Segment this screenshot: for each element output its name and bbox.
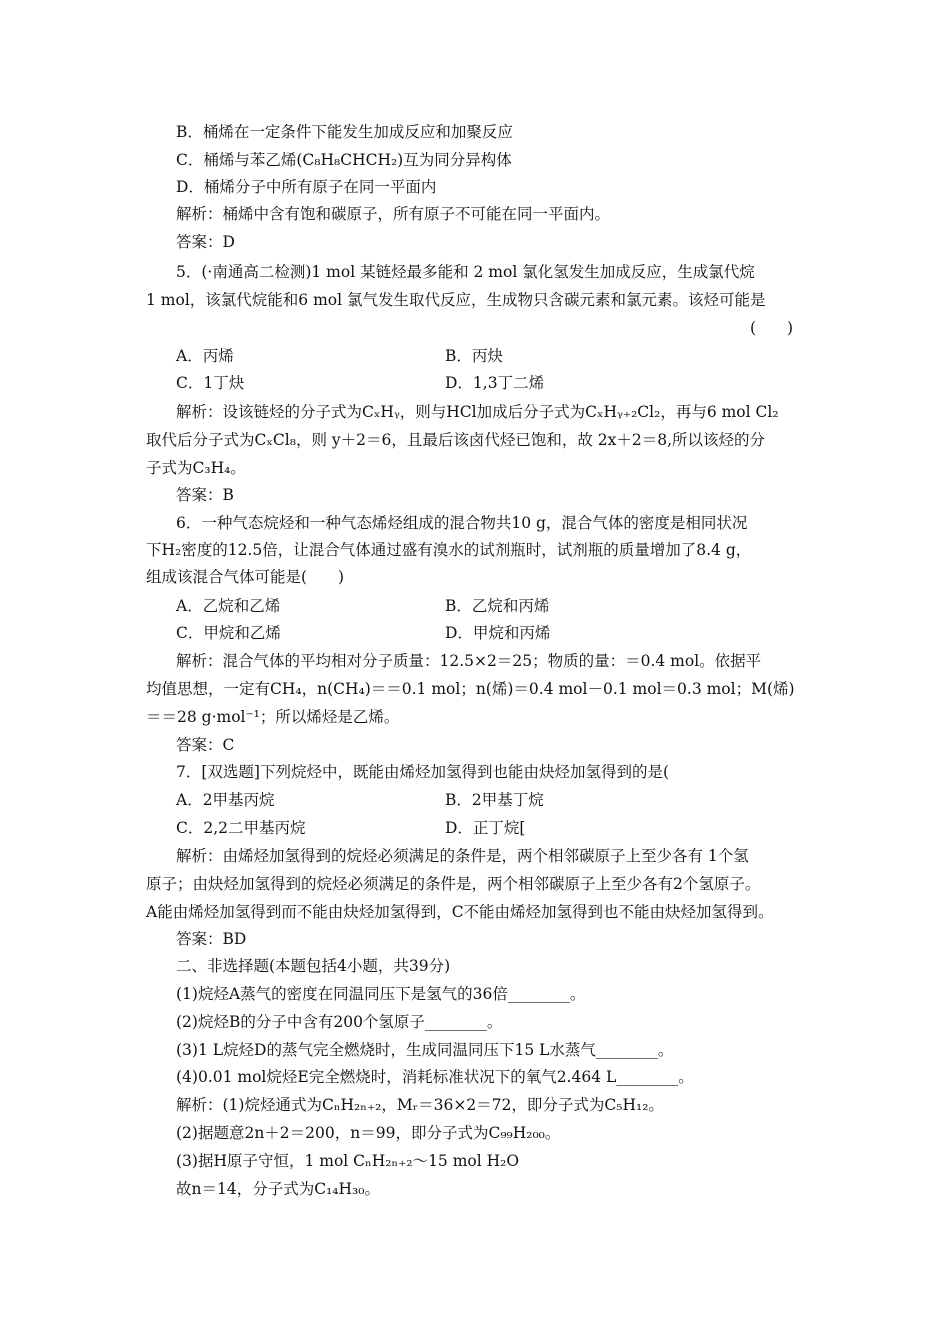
q5-answer-paren: ( ) [750,319,794,337]
q7-option-a: A．2甲基丙烷 [176,791,275,809]
section-heading: 二、非选择题(本题包括4小题，共39分) [176,957,451,975]
q6-analysis-line2: 均值思想，一定有CH₄，n(CH₄)＝＝0.1 mol；n(烯)＝0.4 mol－0.1 mol＝0.3 mol；M(烯) [146,680,795,698]
q7-option-d: D．正丁烷[ [445,819,526,837]
q5-option-a: A．丙烯 [176,347,234,365]
q5-stem-line1: 5．(·南通高二检测)1 mol 某链烃最多能和 2 mol 氯化氢发生加成反应，生成氯代烷 [176,263,755,281]
q4-answer: 答案：D [176,233,235,251]
q4-option-d: D．桶烯分子中所有原子在同一平面内 [176,178,437,196]
q7-analysis-line2: 原子；由炔烃加氢得到的烷烃必须满足的条件是，两个相邻碳原子上至少各有2个氢原子。 [146,875,761,893]
q4-option-c: C．桶烯与苯乙烯(C₈H₈CHCH₂)互为同分异构体 [176,151,512,169]
sub-analysis-4: 故n＝14，分子式为C₁₄H₃₀。 [176,1180,380,1198]
q5-option-d: D．1,3丁二烯 [445,374,545,392]
sub-analysis-1: 解析：(1)烷烃通式为CₙH₂ₙ₊₂，Mᵣ＝36×2＝72，即分子式为C₅H₁₂。 [176,1096,664,1114]
q5-analysis-line2: 取代后分子式为CₓCl₈，则 y＋2＝6，且最后该卤代烃已饱和，故 2x＋2＝8,所以该烃的分 [146,431,766,449]
q6-answer: 答案：C [176,736,235,754]
q6-analysis-line3: ＝＝28 g·mol⁻¹；所以烯烃是乙烯。 [146,708,400,726]
q7-answer: 答案：BD [176,930,247,948]
q5-analysis-line3: 子式为C₃H₄。 [146,459,246,477]
q6-option-d: D．甲烷和丙烯 [445,624,551,642]
q6-option-a: A．乙烷和乙烯 [176,597,281,615]
q5-answer: 答案：B [176,486,234,504]
q7-option-c: C．2,2二甲基丙烷 [176,819,306,837]
q5-stem-line2: 1 mol，该氯代烷能和6 mol 氯气发生取代反应，生成物只含碳元素和氯元素。该烃可能是 [146,291,766,309]
q4-analysis: 解析：桶烯中含有饱和碳原子，所有原子不可能在同一平面内。 [176,205,611,223]
q6-option-c: C．甲烷和乙烯 [176,624,281,642]
q6-stem-line3: 组成该混合气体可能是( ) [146,568,345,586]
sub-question-4: (4)0.01 mol烷烃E完全燃烧时，消耗标准状况下的氧气2.464 L________。 [176,1068,694,1086]
sub-analysis-2: (2)据题意2n＋2＝200，n＝99，即分子式为C₉₉H₂₀₀。 [176,1124,561,1142]
q7-option-b: B．2甲基丁烷 [445,791,544,809]
q6-stem-line1: 6．一种气态烷烃和一种气态烯烃组成的混合物共10 g，混合气体的密度是相同状况 [176,514,748,532]
sub-question-1: (1)烷烃A蒸气的密度在同温同压下是氢气的36倍________。 [176,985,586,1003]
q6-analysis-line1: 解析：混合气体的平均相对分子质量：12.5×2＝25；物质的量：＝0.4 mol。依据平 [176,652,762,670]
q7-analysis-line1: 解析：由烯烃加氢得到的烷烃必须满足的条件是，两个相邻碳原子上至少各有 1个氢 [176,847,749,865]
q5-option-c: C．1丁炔 [176,374,245,392]
q5-option-b: B．丙炔 [445,347,503,365]
q7-stem: 7．[双选题]下列烷烃中，既能由烯烃加氢得到也能由炔烃加氢得到的是( [176,763,670,781]
q6-option-b: B．乙烷和丙烯 [445,597,550,615]
q4-option-b: B．桶烯在一定条件下能发生加成反应和加聚反应 [176,123,513,141]
q7-analysis-line3: A能由烯烃加氢得到而不能由炔烃加氢得到，C不能由烯烃加氢得到也不能由炔烃加氢得到。 [146,903,774,921]
sub-question-3: (3)1 L烷烃D的蒸气完全燃烧时，生成同温同压下15 L水蒸气________。 [176,1041,674,1059]
sub-analysis-3: (3)据H原子守恒，1 mol CₙH₂ₙ₊₂～15 mol H₂O [176,1152,520,1170]
q6-stem-line2: 下H₂密度的12.5倍，让混合气体通过盛有溴水的试剂瓶时，试剂瓶的质量增加了8.4 g， [146,541,752,559]
sub-question-2: (2)烷烃B的分子中含有200个氢原子________。 [176,1013,503,1031]
q5-analysis-line1: 解析：设该链烃的分子式为CₓHᵧ，则与HCl加成后分子式为CₓHᵧ₊₂Cl₂，再与6 mol Cl₂ [176,403,779,421]
